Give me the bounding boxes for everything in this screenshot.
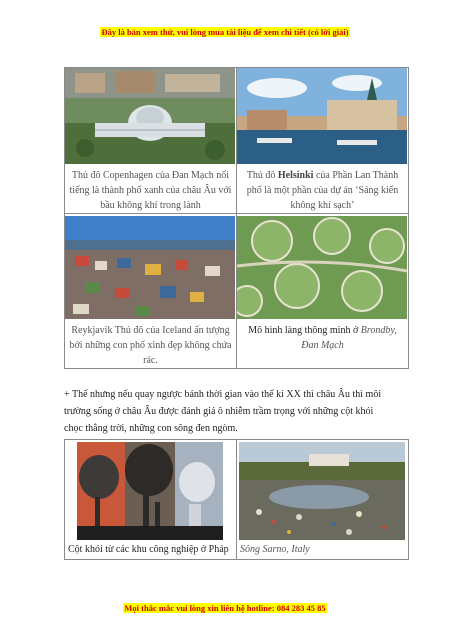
cell-reykjavik [65, 214, 237, 369]
hotline-notice: Mọi thắc mắc vui lòng xin liên hệ hotline: 084 283 45 85 [124, 603, 326, 613]
caption-reykjavik: Reykjavik Thủ đô của Iceland ấn tượng bởi những con phố xinh đẹp không chứa rác. [69, 325, 232, 366]
cell-france-smoke [65, 440, 237, 560]
preview-notice: Đây là bản xem thử, vui lòng mua tài liệu để xem chi tiết (có lời giải) [101, 27, 349, 37]
caption-helsinki: Thủ đô Helsinki của Phần Lan Thành phố là một phần của dự án ‘Sáng kiến không khí sạch’ [246, 170, 399, 211]
cell-copenhagen [65, 68, 237, 214]
copenhagen-photo [65, 68, 236, 164]
pollution-photo-table [64, 439, 409, 560]
body-paragraph: + Thế nhưng nếu quay ngược bánh thời gian vào thế kỉ XX thì châu Âu thì môi trường sống ở châu Âu được đánh giá ô nhiễm trầm trọng với những cột khói chọc thẳng trời, những con sông đen ngòm. [64, 389, 382, 434]
cell-sarno [237, 440, 409, 560]
caption-france-smoke: Cột khói từ các khu công nghiệp ở Pháp [68, 544, 229, 555]
france-smoke-photo [65, 440, 236, 540]
caption-brondby: Mô hình làng thông minh ở Brondby, Đan Mạch [248, 325, 397, 351]
caption-copenhagen: Thủ đô Copenhagen của Đan Mạch nổi tiếng là thành phố xanh của châu Âu với bầu không khí trong lành [69, 170, 232, 211]
reykjavik-photo [65, 216, 236, 319]
city-photo-table [64, 67, 409, 369]
sarno-river-photo [237, 440, 408, 540]
cell-brondby [237, 214, 409, 369]
brondby-photo [237, 216, 408, 319]
helsinki-photo [237, 68, 408, 164]
caption-sarno: Sông Sarno, Italy [240, 544, 310, 555]
cell-helsinki [237, 68, 409, 214]
